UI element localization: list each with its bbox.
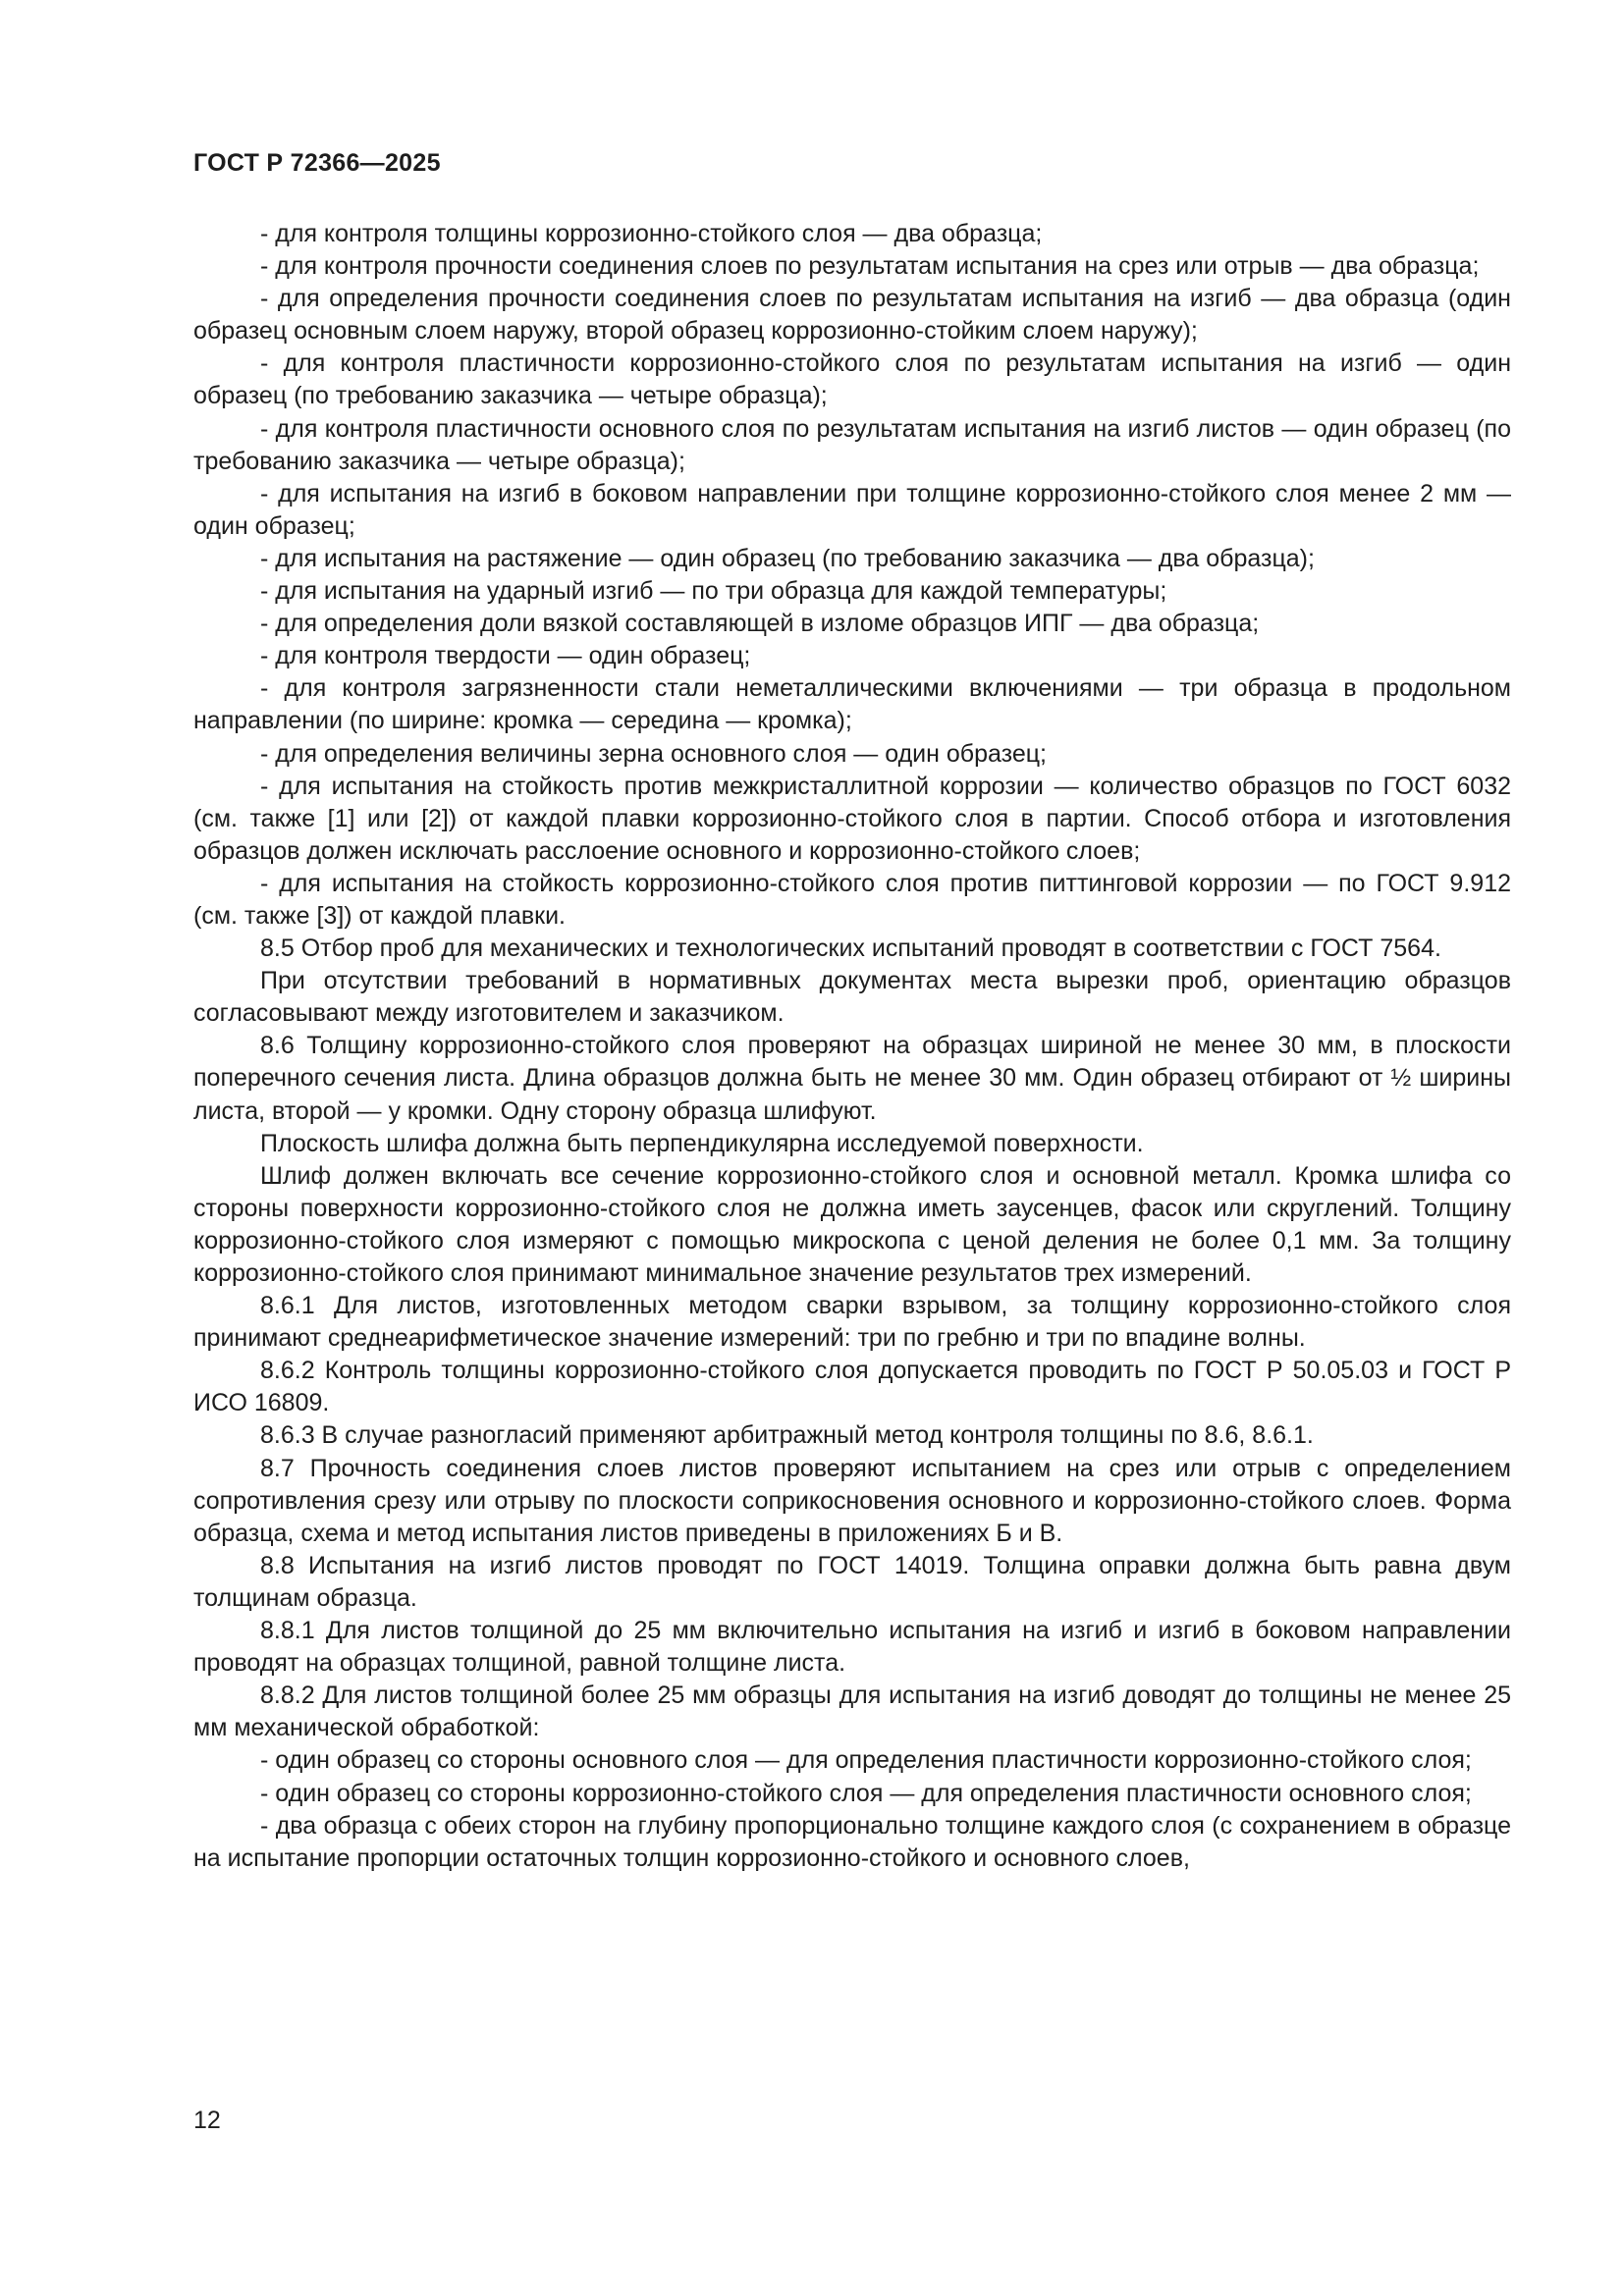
paragraph: 8.7 Прочность соединения слоев листов проверяют испытанием на срез или отрыв с определением сопротивления срезу или отрыву по плоскости соприкосновения основного и коррозионно-стойкого слоев. Форма образца, схема и метод испытания листов приведены в приложениях Б и В. [193,1454,1511,1547]
paragraph: - для контроля пластичности основного слоя по результатам испытания на изгиб листов — один образец (по требованию заказчика — четыре образца); [193,414,1511,475]
paragraph: - два образца с обеих сторон на глубину пропорционально толщине каждого слоя (с сохранением в образце на испытание пропорции остаточных толщин коррозионно-стойкого и основного слоев, [193,1811,1511,1872]
paragraph: - для контроля толщины коррозионно-стойкого слоя — два образца; [260,220,1043,247]
paragraph: 8.5 Отбор проб для механических и технологических испытаний проводят в соответствии с ГОСТ 7564. [260,934,1441,963]
paragraph: - для определения доли вязкой составляющей в изломе образцов ИПГ — два образца; [260,610,1260,638]
paragraph: Плоскость шлифа должна быть перпендикулярна исследуемой поверхности. [260,1129,1144,1157]
document-header: ГОСТ Р 72366—2025 [193,149,441,177]
paragraph: - для контроля прочности соединения слоев по результатам испытания на срез или отрыв — два образца; [260,252,1480,281]
paragraph: - для определения прочности соединения слоев по результатам испытания на изгиб — два образца (один образец основным слоем наружу, второй образец коррозионно-стойким слоем наружу); [193,285,1511,346]
paragraph: - для испытания на ударный изгиб — по три образца для каждой температуры; [260,577,1167,606]
paragraph: - для контроля загрязненности стали неметаллическими включениями — три образца в продольном направлении (по ширине: кромка — середина — кромка); [193,674,1511,735]
paragraph: - для определения величины зерна основного слоя — один образец; [260,739,1048,768]
paragraph: - для испытания на растяжение — один образец (по требованию заказчика — два образца); [260,544,1315,572]
paragraph: Шлиф должен включать все сечение коррозионно-стойкого слоя и основной металл. Кромка шлифа со стороны поверхности коррозионно-стойкого слоя не должна иметь заусенцев, фасок или скруглений. Толщину коррозионно-стойкого слоя измеряют с помощью микроскопа с ценой деления не более 0,1 мм. За толщину коррозионно-стойкого слоя принимают минимальное значение результатов трех измерений. [193,1161,1511,1287]
paragraph: При отсутствии требований в нормативных документах места вырезки проб, ориентацию образцов согласовывают между изготовителем и заказчиком. [193,967,1511,1028]
paragraph: - для контроля твердости — один образец; [260,642,751,670]
paragraph: - для испытания на изгиб в боковом направлении при толщине коррозионно-стойкого слоя менее 2 мм — один образец; [193,479,1511,540]
paragraph: 8.6.1 Для листов, изготовленных методом сварки взрывом, за толщину коррозионно-стойкого слоя принимают среднеарифметическое значение измерений: три по гребню и три по впадине волны. [193,1292,1511,1353]
paragraph: - один образец со стороны коррозионно-стойкого слоя — для определения пластичности основного слоя; [260,1779,1472,1807]
paragraph: - один образец со стороны основного слоя — для определения пластичности коррозионно-стойкого слоя; [260,1746,1472,1775]
paragraph: - для испытания на стойкость против межкристаллитной коррозии — количество образцов по ГОСТ 6032 (см. также [1] или [2]) от каждой плавки коррозионно-стойкого слоя в партии. Способ отбора и изготовления образцов должен исключать расслоение основного и коррозионно-стойкого слоев; [193,772,1511,865]
paragraph: 8.8.1 Для листов толщиной до 25 мм включительно испытания на изгиб и изгиб в боковом направлении проводят на образцах толщиной, равной толщине листа. [193,1617,1511,1678]
document-body [193,218,1511,1875]
paragraph: 8.8.2 Для листов толщиной более 25 мм образцы для испытания на изгиб доводят до толщины не менее 25 мм механической обработкой: [193,1682,1511,1742]
paragraph: 8.8 Испытания на изгиб листов проводят по ГОСТ 14019. Толщина оправки должна быть равна двум толщинам образца. [193,1551,1511,1612]
page-number: 12 [193,2107,221,2134]
paragraph: - для контроля пластичности коррозионно-стойкого слоя по результатам испытания на изгиб — один образец (по требованию заказчика — четыре образца); [193,349,1511,410]
paragraph: 8.6 Толщину коррозионно-стойкого слоя проверяют на образцах шириной не менее 30 мм, в плоскости поперечного сечения листа. Длина образцов должна быть не менее 30 мм. Один образец отбирают от ½ ширины листа, второй — у кромки. Одну сторону образца шлифуют. [193,1032,1511,1125]
paragraph: - для испытания на стойкость коррозионно-стойкого слоя против питтинговой коррозии — по ГОСТ 9.912 (см. также [3]) от каждой плавки. [193,869,1511,930]
paragraph: 8.6.3 В случае разногласий применяют арбитражный метод контроля толщины по 8.6, 8.6.1. [260,1421,1314,1450]
paragraph: 8.6.2 Контроль толщины коррозионно-стойкого слоя допускается проводить по ГОСТ Р 50.05.03 и ГОСТ Р ИСО 16809. [193,1357,1511,1417]
